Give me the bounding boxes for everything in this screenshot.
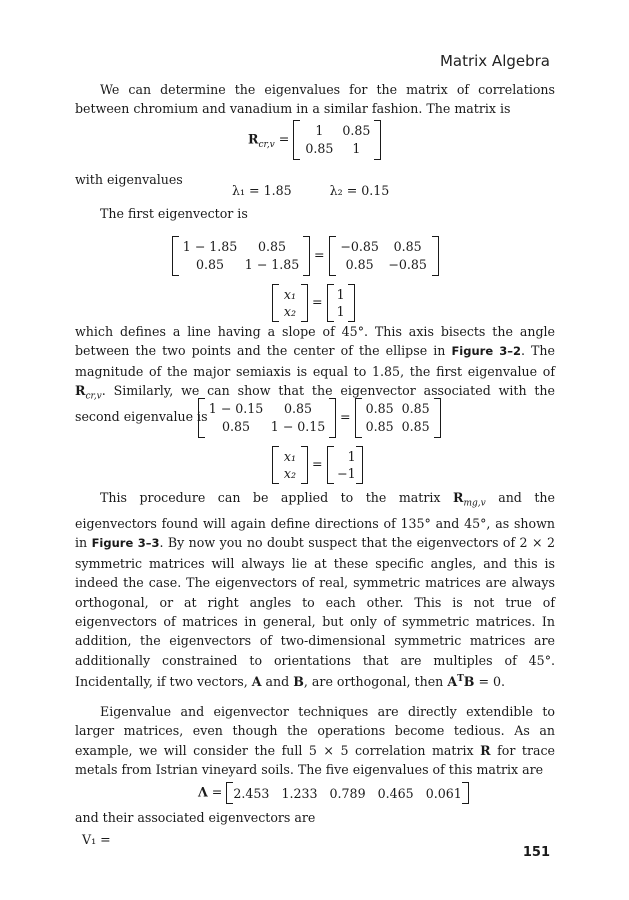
symbol-r: R: [75, 383, 86, 399]
symbol-r: R: [452, 490, 464, 505]
vector-cell: 1: [336, 304, 345, 319]
matrix-cell: 0.85: [401, 419, 430, 434]
paragraph-text: = 0.: [478, 674, 506, 690]
symbol-r: R: [480, 742, 491, 758]
bracket-left: [329, 236, 336, 276]
matrix-cell: 0.85: [342, 123, 371, 138]
paragraph-text: . The magnitude of the major semiaxis is equal to 1.85, the first eigenvalue of: [75, 343, 555, 379]
subscript: cr,v: [258, 140, 275, 151]
bracket-right: [301, 284, 308, 322]
lambda-value: 1.233: [281, 785, 318, 801]
paragraph-text: and their associated eigenvectors are: [75, 810, 316, 825]
symbol-lambda: Λ: [198, 784, 208, 800]
matrix-cell: 0.85: [365, 401, 394, 416]
vector-v: [334, 448, 356, 482]
equals-sign: =: [278, 131, 290, 147]
symbol-b: B: [463, 674, 475, 690]
symbol-a: A: [251, 674, 262, 690]
bracket-left: [327, 284, 334, 322]
lambda-value: 2.453: [233, 785, 270, 801]
equation-eig2-matrices: [198, 398, 441, 438]
lambda-values: [233, 786, 461, 801]
paragraph-extendible: [75, 702, 555, 780]
matrix-cell: 1 − 0.15: [208, 401, 264, 416]
paragraph-associated: [75, 808, 555, 827]
bracket-left: [272, 284, 279, 322]
vector-label: V₁ =: [82, 832, 111, 847]
bracket-right: [303, 236, 310, 276]
matrix-eig1-right: [336, 238, 432, 274]
matrix-cell: 0.85: [283, 401, 313, 416]
bracket-right: [348, 284, 355, 322]
equals-sign: =: [312, 456, 323, 472]
running-header: Matrix Algebra: [439, 52, 550, 70]
equation-r-matrix: [248, 120, 381, 160]
paragraph-text: and: [265, 674, 290, 690]
bracket-left: [327, 446, 334, 484]
paragraph-text: Eigenvalue and eigenvector techniques are directly extendible to larger matrices, even though the operations become tedious. As an example, we will consider the full 5 × 5 correlation matrix: [75, 704, 555, 758]
vector-x: [279, 448, 301, 482]
eigenvalue-2: λ₂ = 0.15: [329, 183, 390, 198]
paragraph-text: The first eigenvector is: [100, 206, 248, 221]
eigenvector-block: [76, 832, 123, 847]
subscript: mg,v: [463, 498, 486, 509]
paragraph-text: which defines a line having a slope of 45°. This axis bisects the angle between the two points and the center of the ellipse in: [75, 324, 555, 359]
bracket-left: [293, 120, 300, 160]
symbol-a: A: [447, 674, 458, 690]
equals-sign: =: [312, 294, 323, 310]
bracket-right: [432, 236, 439, 276]
bracket-right: [329, 398, 336, 438]
vector-cell: x₂: [283, 466, 297, 481]
vector-v: [334, 286, 348, 320]
matrix-eig2-left: [205, 400, 329, 436]
symbol-b: B: [293, 674, 304, 690]
matrix-cell: 0.85: [257, 239, 287, 254]
matrix-cell: 1: [315, 123, 324, 138]
matrix-cell: 1 − 1.85: [182, 239, 238, 254]
bracket-right: [301, 446, 308, 484]
paragraph-first-eigenvector: [75, 204, 555, 223]
lambda-value: 0.061: [425, 785, 462, 801]
matrix-cell: 0.85: [393, 239, 422, 254]
matrix-cell: 0.85: [221, 419, 251, 434]
equals-sign: =: [211, 784, 223, 800]
bracket-right: [462, 782, 469, 804]
paragraph-text: , are orthogonal, then: [303, 674, 444, 690]
bracket-left: [198, 398, 205, 438]
matrix-cell: 0.85: [195, 257, 225, 272]
matrix-cell: 1 − 1.85: [244, 257, 300, 272]
paragraph-text: We can determine the eigenvalues for the matrix of correlations between chromium and vanadium in a similar fashion. The matrix is: [75, 82, 555, 117]
matrix-cell: 0.85: [345, 257, 374, 272]
vector-x: [279, 286, 301, 320]
matrix-cell: −0.85: [340, 239, 379, 254]
vector-cell: 1: [336, 287, 345, 302]
figure-reference[interactable]: Figure 3–3: [91, 536, 160, 551]
matrix-cell: 0.85: [365, 419, 394, 434]
superscript-t: T: [457, 674, 464, 685]
bracket-right: [356, 446, 363, 484]
paragraph-text: This procedure can be applied to the matrix: [100, 490, 441, 505]
matrix-cell: 0.85: [305, 141, 334, 156]
matrix-cell: 0.85: [401, 401, 430, 416]
vector-cell: −1: [337, 466, 356, 481]
equation-eig1-matrices: [172, 236, 439, 276]
figure-reference[interactable]: Figure 3–2: [451, 344, 521, 359]
vector-cell: x₂: [283, 304, 297, 319]
lambda-value: 0.465: [377, 785, 414, 801]
eigenvalue-1: λ₁ = 1.85: [232, 183, 292, 198]
lambda-value: 0.789: [329, 785, 366, 801]
matrix-cell: 1: [352, 141, 361, 156]
paragraph-procedure: [75, 488, 555, 692]
equals-sign: =: [340, 409, 351, 425]
bracket-left: [355, 398, 362, 438]
matrix-cell: 1 − 0.15: [270, 419, 326, 434]
paragraph-text: for trace metals from Istrian vineyard soils. The five eigenvalues of this matrix are: [75, 742, 555, 778]
equation-lambda: [198, 782, 469, 804]
subscript: cr,v: [85, 391, 102, 402]
paragraph-intro: [75, 80, 555, 119]
equals-sign: =: [314, 247, 325, 263]
matrix-eig2-right: [362, 400, 434, 436]
equation-eig2-vector: [272, 446, 363, 484]
page-number: 151: [522, 845, 550, 860]
bracket-left: [226, 782, 233, 804]
symbol-r: R: [248, 131, 259, 147]
vector-cell: x₁: [283, 287, 297, 302]
vector-cell: x₁: [283, 449, 297, 464]
equation-eig1-vector: [272, 284, 355, 322]
paragraph-text: . By now you no doubt suspect that the eigenvectors of 2 × 2 symmetric matrices will always lie at these specific angles, and this is indeed the case. The eigenvectors of real, symmetric matrices are always orthogonal, or at right angles to each other. This is not true of eigenvectors of matrices in general, but only of symmetric matrices. In addition, the eigenvectors of two-dimensional symmetric matrices are additionally constrained to orientations that are multiples of 45°. Incidentally, if two vectors,: [75, 535, 555, 690]
vector-cell: 1: [347, 449, 356, 464]
bracket-left: [272, 446, 279, 484]
equation-eigenvalues: [232, 183, 389, 198]
bracket-left: [172, 236, 179, 276]
paragraph-text: and the eigenvectors found will again define directions of 135° and 45°, as shown in: [75, 490, 555, 551]
matrix-cell: −0.85: [388, 257, 427, 272]
bracket-right: [434, 398, 441, 438]
matrix-r: [300, 122, 374, 158]
paragraph-text: with eigenvalues: [75, 172, 183, 187]
matrix-eig1-left: [179, 238, 303, 274]
bracket-right: [374, 120, 381, 160]
paragraph-text: . Similarly, we can show that the eigenvector associated with the second eigenvalue is: [75, 383, 555, 425]
